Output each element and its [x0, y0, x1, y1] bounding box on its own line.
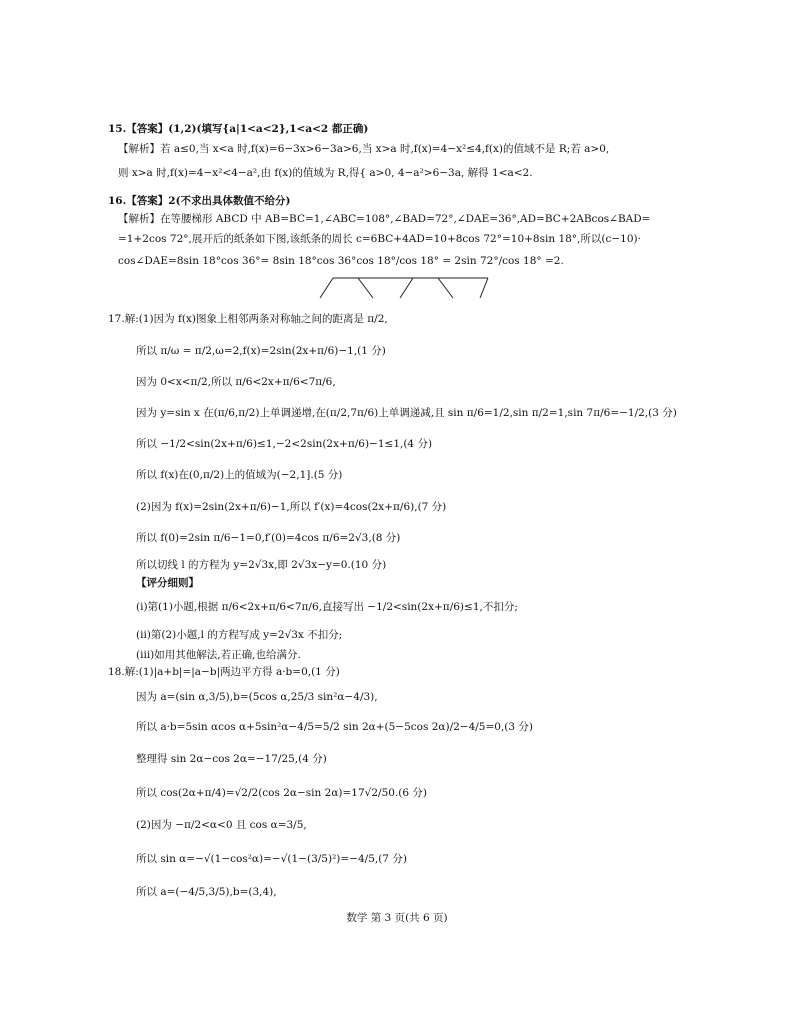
scoring-rules-heading: 【评分细则】	[136, 577, 199, 589]
q17-step1: 所以 π/ω = π/2,ω=2,f(x)=2sin(2x+π/6)−1,(1 分)	[136, 345, 386, 357]
q17-step5: 所以 f(x)在(0,π/2)上的值域为(−2,1].(5 分)	[136, 469, 343, 481]
q16-analysis-line2: =1+2cos 72°,展开后的纸条如下图,该纸条的周长 c=6BC+4AD=10+8cos 72°=10+8sin 18°,所以(c−10)·	[118, 233, 641, 245]
paper-strip-diagram	[318, 276, 494, 300]
q18-intro: 18.解:(1)|a+b|=|a−b|两边平方得 a·b=0,(1 分)	[108, 666, 340, 678]
scoring-rule-3: (iii)如用其他解法,若正确,也给满分.	[136, 649, 301, 661]
q15-analysis-line2: 则 x>a 时,f(x)=4−x²<4−a²,由 f(x)的值域为 R,得{ a>0, 4−a²>6−3a, 解得 1<a<2.	[118, 167, 533, 179]
q18-part2-step2: 所以 sin α=−√(1−cos²α)=−√(1−(3/5)²)=−4/5,(7 分)	[136, 853, 407, 865]
q16-answer: 16.【答案】2(不求出具体数值不给分)	[108, 195, 291, 207]
q18-step3: 整理得 sin 2α−cos 2α=−17/25,(4 分)	[136, 753, 327, 765]
q18-part2-step1: (2)因为 −π/2<α<0 且 cos α=3/5,	[136, 819, 307, 831]
scoring-rule-2: (ii)第(2)小题,l 的方程写成 y=2√3x 不扣分;	[136, 629, 343, 641]
q15-answer: 15.【答案】(1,2)(填写{a|1<a<2},1<a<2 都正确)	[108, 123, 369, 135]
q18-part2-step3: 所以 a=(−4/5,3/5),b=(3,4),	[136, 886, 277, 898]
q16-analysis-line3: cos∠DAE=8sin 18°cos 36°= 8sin 18°cos 36°cos 18°/cos 18° = 2sin 72°/cos 18° =2.	[118, 255, 564, 267]
q18-step4: 所以 cos(2α+π/4)=√2/2(cos 2α−sin 2α)=17√2/50.(6 分)	[136, 787, 427, 799]
q17-step4: 所以 −1/2<sin(2x+π/6)≤1,−2<2sin(2x+π/6)−1≤1,(4 分)	[136, 438, 433, 450]
q17-part2-step3: 所以切线 l 的方程为 y=2√3x,即 2√3x−y=0.(10 分)	[136, 559, 387, 571]
q18-step1: 因为 a=(sin α,3/5),b=(5cos α,25/3 sin²α−4/3),	[136, 691, 378, 703]
page-footer: 数学 第 3 页(共 6 页)	[346, 912, 448, 924]
q16-analysis-line1: 【解析】在等腰梯形 ABCD 中 AB=BC=1,∠ABC=108°,∠BAD=72°,∠DAE=36°,AD=BC+2ABcos∠BAD=	[118, 213, 651, 225]
q15-analysis-line1: 【解析】若 a≤0,当 x<a 时,f(x)=6−3x>6−3a>6,当 x>a 时,f(x)=4−x²≤4,f(x)的值域不是 R;若 a>0,	[118, 143, 610, 155]
q18-step2: 所以 a·b=5sin αcos α+5sin²α−4/5=5/2 sin 2α+(5−5cos 2α)/2−4/5=0,(3 分)	[136, 721, 534, 733]
q17-step2: 因为 0<x<π/2,所以 π/6<2x+π/6<7π/6,	[136, 376, 336, 388]
q17-part2-step2: 所以 f(0)=2sin π/6−1=0,f′(0)=4cos π/6=2√3,(8 分)	[136, 532, 401, 544]
q17-intro: 17.解:(1)因为 f(x)图象上相邻两条对称轴之间的距离是 π/2,	[108, 313, 388, 325]
scoring-rule-1: (i)第(1)小题,根据 π/6<2x+π/6<7π/6,直接写出 −1/2<sin(2x+π/6)≤1,不扣分;	[136, 601, 518, 613]
q17-step3: 因为 y=sin x 在(π/6,π/2)上单调递增,在(π/2,7π/6)上单调递减,且 sin π/6=1/2,sin π/2=1,sin 7π/6=−1/2,(3 分)	[136, 407, 677, 419]
q17-part2-step1: (2)因为 f(x)=2sin(2x+π/6)−1,所以 f′(x)=4cos(2x+π/6),(7 分)	[136, 501, 447, 513]
